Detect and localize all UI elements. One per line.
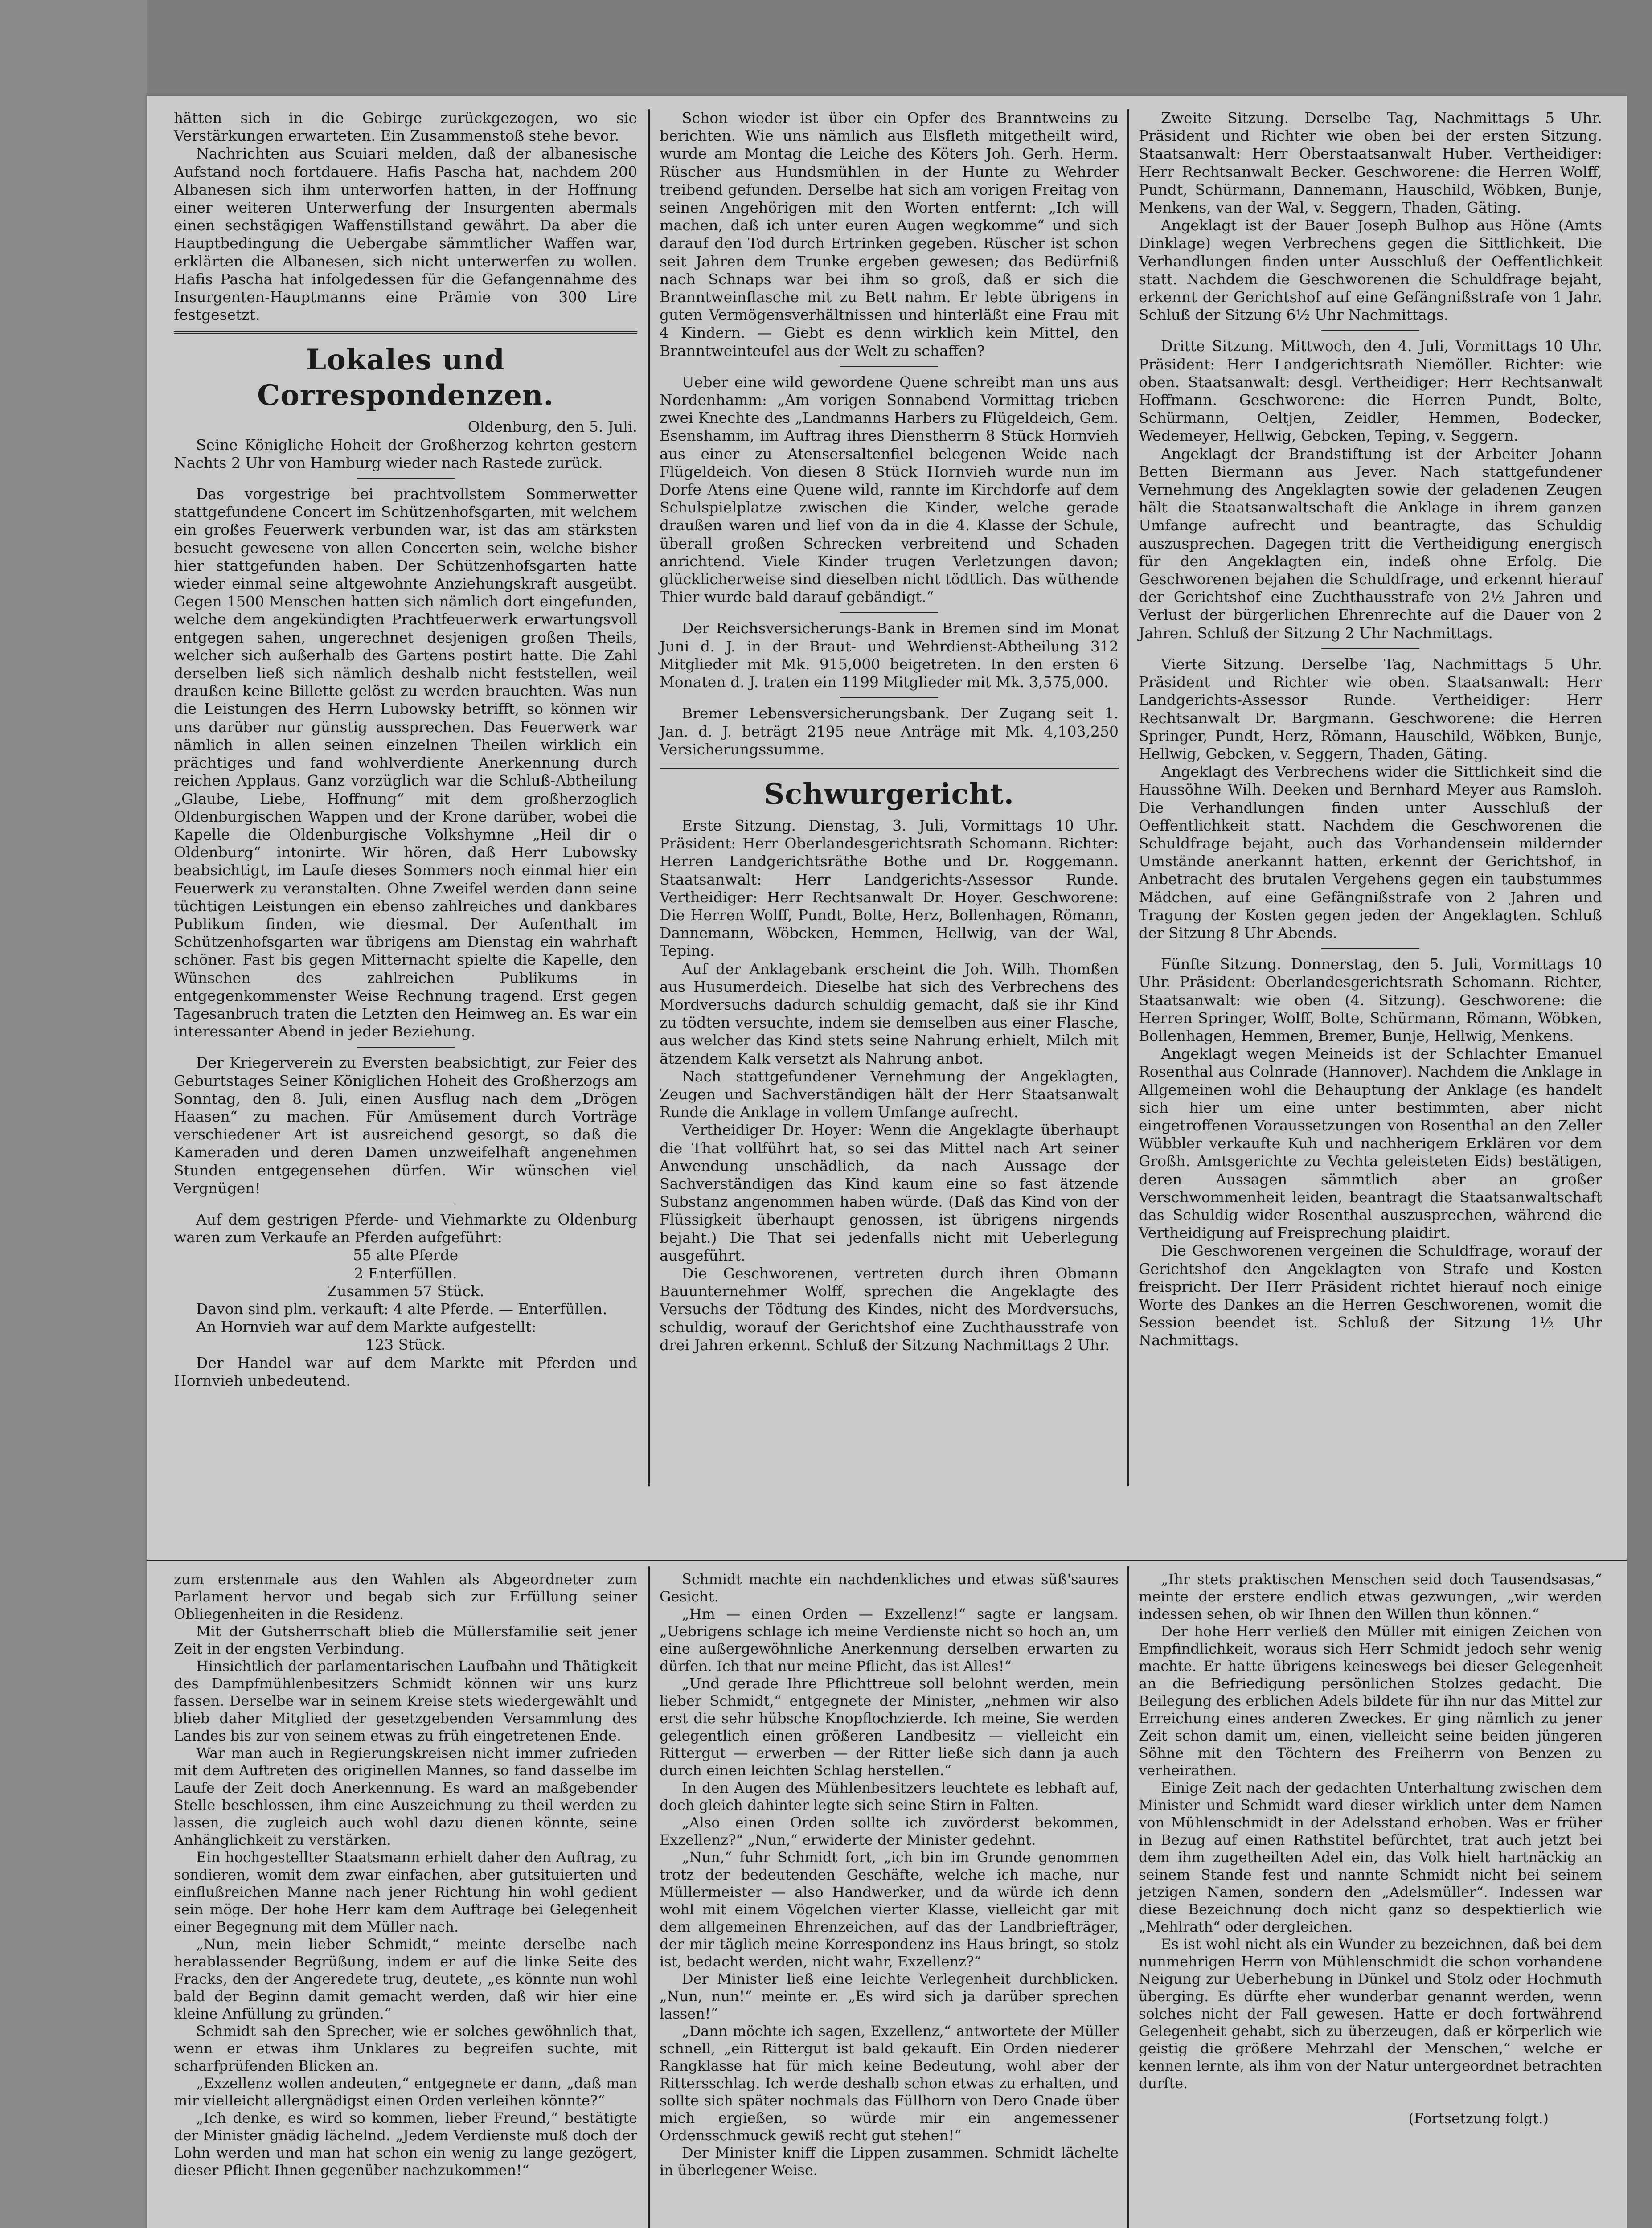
- story-paragraph: Schmidt sah den Sprecher, wie er solches gewöhnlich that, wenn er etwas ihm Unklares zu begreifen suchte, mit scharfprüfenden Blicken an.: [174, 2023, 637, 2074]
- court-session-3-case: Angeklagt der Brandstiftung ist der Arbeiter Johann Betten Biermann aus Jever. Nach stattgefundener Vernehmung des Angeklagten sowie der geladenen Zeugen hält die Staatsanwaltschaft die Anklage in ihrem ganzen Umfange aufrecht und beantragte, das Schuldig auszusprechen. Dagegen tritt die Vertheidigung energisch für den Angeklagten ein, indeß ohne Erfolg. Die Geschworenen bejahen die Schuldfrage, und erkennt hierauf der Gerichtshof eine Zuchthausstrafe von 2½ Jahren und Verlust der bürgerlichen Ehrenrechte auf die Dauer von 2 Jahren. Schluß der Sitzung 2 Uhr Nachmittags.: [1139, 445, 1602, 642]
- story-paragraph: Der Minister kniff die Lippen zusammen. Schmidt lächelte in überlegener Weise.: [660, 2144, 1119, 2179]
- column-rule-lower-2: [1127, 1566, 1129, 2228]
- story-paragraph: War man auch in Regierungskreisen nicht immer zufrieden mit dem Auftreten des originellen Mannes, so fand dasselbe im Laufe der Zeit doch Anerkennung. Es ward an maßgebender Stelle beschlossen, ihm eine Auszeichnung zu theil werden zu lassen, die zugleich auch wohl dazu dienen könnte, seine Anhänglichkeit zu verstärken.: [174, 1745, 637, 1848]
- upper-column-1: [174, 109, 637, 1390]
- court-session-1-defence: Vertheidiger Dr. Hoyer: Wenn die Angeklagte überhaupt die That vollführt hat, so sei das Mittel nach Art seiner Anwendung unschädlich, da nach Aussage der Sachverständigen das Kind kaum eine so fast ätzende Substanz angenommen haben würde. (Daß das Kind von der Flüssigkeit überhaupt genossen, ist übrigens nirgends bejaht.) Die That sei jedenfalls nicht mit Ueberlegung ausgeführt.: [660, 1121, 1119, 1264]
- story-paragraph: „Exzellenz wollen andeuten,“ entgegnete er dann, „daß man mir vielleicht allergnädigst einen Orden verleihen könnte?“: [174, 2075, 637, 2109]
- story-paragraph: Hinsichtlich der parlamentarischen Laufbahn und Thätigkeit des Dampfmühlenbesitzers Schmidt können wir uns kurz fassen. Derselbe war in seinem Kreise stets wiedergewählt und blieb daher Mitglied der gesetzgebenden Versammlung des Landes bis zur von seinem etwas zu früh eingetretenen Ende.: [174, 1658, 637, 1744]
- market-line: 2 Enterfüllen.: [354, 1264, 457, 1282]
- story-paragraph: In den Augen des Mühlenbesitzers leuchtete es lebhaft auf, doch gleich dahinter legte sich seine Stirn in Falten.: [660, 1779, 1119, 1814]
- double-rule: [174, 331, 637, 334]
- story-paragraph: „Hm — einen Orden — Exzellenz!“ sagte er langsam. „Uebrigens schlage ich meine Verdienste nicht so hoch an, um eine außergewöhnliche Anerkennung derselben erwarten zu dürfen. Ich that nur meine Pflicht, das ist Alles!“: [660, 1605, 1119, 1675]
- story-paragraph: Der hohe Herr verließ den Müller mit einigen Zeichen von Empfindlichkeit, woraus sich Herr Schmidt jedoch sehr wenig machte. Er hatte übrigens keineswegs bei dieser Gelegenheit an die Befriedigung persönlichen Stolzes gedacht. Die Beilegung des erblichen Adels bildete für ihn nur das Mittel zur Erreichung eines anderen Zweckes. Er ging nämlich zu jener Zeit schon damit um, einen, vielleicht seine beiden jüngeren Söhne mit den Töchtern des Freiherrn von Benzen zu verheirathen.: [1139, 1623, 1602, 1779]
- court-session-5: Fünfte Sitzung. Donnerstag, den 5. Juli, Vormittags 10 Uhr. Präsident: Oberlandesgerichtsrath Schomann. Richter, Staatsanwalt: wie oben (4. Sitzung). Geschworene: die Herren Springer, Wolff, Bolte, Schürmann, Römann, Wöbken, Bollenhagen, Hemmen, Bremer, Bunje, Hellwig, Menkens.: [1139, 955, 1602, 1044]
- lower-column-3: [1139, 1571, 1602, 2127]
- story-paragraph: Mit der Gutsherrschaft blieb die Müllersfamilie seit jener Zeit in der engsten Verbindung.: [174, 1623, 637, 1657]
- article-grand-duke: Seine Königliche Hoheit der Großherzog kehrten gestern Nachts 2 Uhr von Hamburg wieder nach Rastede zurück.: [174, 436, 637, 471]
- story-paragraph: Schmidt machte ein nachdenkliches und etwas süß'saures Gesicht.: [660, 1571, 1119, 1605]
- article-horse-market: Auf dem gestrigen Pferde- und Viehmarkte zu Oldenburg waren zum Verkaufe an Pferden aufgeführt:: [174, 1210, 637, 1246]
- story-paragraph: Einige Zeit nach der gedachten Unterhaltung zwischen dem Minister und Schmidt ward dieser wirklich unter dem Namen von Mühlenschmidt in der Adelsstand erhoben. Was er früher in Bezug auf einen Rathstitel befürchtet, trat auch jetzt bei dem ihm zugetheilten Adel ein, das Volk hielt hartnäckig an seinem Stande fest und nannte Schmidt nicht bei seinem jetzigen Namen, sondern den „Adelsmüller“. Indessen war diese Bezeichnung doch nicht ganz so despektierlich wie „Mehlrath“ oder dergleichen.: [1139, 1779, 1602, 1935]
- section-heading-court: Schwurgericht.: [764, 777, 1014, 811]
- market-total: Zusammen 57 Stück.: [327, 1282, 484, 1300]
- story-paragraph: zum erstenmale aus den Wahlen als Abgeordneter zum Parlament hervor und begab sich zur Erfüllung seiner Obliegenheiten in die Residenz.: [174, 1571, 637, 1622]
- market-sold: Davon sind plm. verkauft: 4 alte Pferde. — Enterfüllen.: [196, 1300, 607, 1318]
- dateline: Oldenburg, den 5. Juli.: [467, 418, 637, 436]
- short-rule: [840, 697, 938, 698]
- market-line: 55 alte Pferde: [353, 1246, 459, 1264]
- court-session-2: Zweite Sitzung. Derselbe Tag, Nachmittags 5 Uhr. Präsident und Richter wie oben bei der ersten Sitzung. Staatsanwalt: Herr Oberstaatsanwalt Huber. Vertheidiger: Herr Rechtsanwalt Becker. Geschworene: die Herren Wolff, Pundt, Schürmann, Dannemann, Hauschild, Wöbken, Bunje, Menkens, van der Wal, v. Seggern, Thaden, Gäting.: [1139, 109, 1602, 217]
- article-insurance-bank: Der Reichsversicherungs-Bank in Bremen sind im Monat Juni d. J. in der Braut- und Wehrdienst-Abtheilung 312 Mitglieder mit Mk. 915,000 beigetreten. In den ersten 6 Monaten d. J. traten ein 1199 Mitglieder mit Mk. 3,575,000.: [660, 619, 1119, 691]
- double-rule: [660, 766, 1119, 769]
- newspaper-page: [147, 96, 1627, 2228]
- section-divider: [147, 1560, 1627, 1561]
- short-rule: [357, 1047, 455, 1048]
- short-rule: [1321, 330, 1419, 331]
- court-session-1-hearing: Nach stattgefundener Vernehmung der Angeklagten, Zeugen und Sachverständigen hält der Herr Staatsanwalt Runde die Anklage in vollem Umfange aufrecht.: [660, 1067, 1119, 1121]
- short-rule: [840, 612, 938, 613]
- court-session-4: Vierte Sitzung. Derselbe Tag, Nachmittags 5 Uhr. Präsident und Richter wie oben. Staatsanwalt: Herr Landgerichts-Assessor Runde. Vertheidiger: Herr Rechtsanwalt Dr. Bargmann. Geschworene: die Herren Springer, Pundt, Herz, Römann, Hauschild, Wöbken, Bunje, Hellwig, Gebcken, v. Seggern, Thaden, Gäting.: [1139, 655, 1602, 762]
- story-paragraph: „Ich denke, es wird so kommen, lieber Freund,“ bestätigte der Minister gnädig lächelnd. „Jedem Verdienste muß doch der Lohn werden und man hat schon ein wenig zu lange gezögert, dieser Pflicht Ihnen gegenüber nachzukommen!“: [174, 2109, 637, 2179]
- article-brandy-victim: Schon wieder ist über ein Opfer des Branntweins zu berichten. Wie uns nämlich aus Elsfleth mitgetheilt wird, wurde am Montag die Leiche des Köters Joh. Gerh. Herm. Rüscher aus Hundsmühlen in der Hunte zu Wehrder treibend gefunden. Derselbe hat sich am vorigen Freitag von seinen Angehörigen mit den Worten entfernt: „Ich will machen, daß ich unter euren Augen wegkomme“ und sich darauf den Tod durch Ertrinken gegeben. Rüscher ist schon seit Jahren dem Trunke ergeben gewesen; das Bedürfniß nach Schnaps war bei ihm so groß, daß er sich die Branntweinflasche mit zu Bett nahm. Er lebte übrigens in guten Vermögensverhältnissen und hinterläßt eine Frau mit 4 Kindern. — Giebt es denn wirklich kein Mittel, den Branntweinteufel aus der Welt zu schaffen?: [660, 109, 1119, 360]
- short-rule: [1321, 948, 1419, 949]
- short-rule: [1321, 648, 1419, 649]
- court-session-2-case: Angeklagt ist der Bauer Joseph Bulhop aus Höne (Amts Dinklage) wegen Verbrechens gegen die Sittlichkeit. Die Verhandlungen finden unter Ausschluß der Oeffentlichkeit statt. Nachdem die Geschworenen die Schuldfrage bejaht, erkennt der Gerichtshof auf eine Gefängnißstrafe von 1 Jahr. Schluß der Sitzung 6½ Uhr Nachmittags.: [1139, 217, 1602, 324]
- court-session-5-case: Angeklagt wegen Meineids ist der Schlachter Emanuel Rosenthal aus Colnrade (Hannover). Nachdem die Anklage in Allgemeinen wohl die Behauptung der Anklage (es handelt sich hier um eine unter bestimmten, aber nicht eingetroffenen Voraussetzungen von Rosenthal an den Zeller Wübbler verkaufte Kuh und nachherigem Erklären vor dem Großh. Amtsgerichte zu Vechta geleisteten Eids) bestätigen, deren Aussagen sämmtlich aber an großer Verschwommenheit leiden, beantragt die Staatsanwaltschaft das Schuldig wider Rosenthal auszusprechen, während die Vertheidigung auf Freisprechung plaidirt.: [1139, 1045, 1602, 1242]
- market-line: 123 Stück.: [365, 1336, 446, 1354]
- column-rule-upper-2: [1127, 109, 1129, 1486]
- to-be-continued: (Fortsetzung folgt.): [1408, 2110, 1549, 2127]
- story-paragraph: Der Minister ließ eine leichte Verlegenheit durchblicken. „Nun, nun!“ meinte er. „Es wird sich ja darüber sprechen lassen!“: [660, 1970, 1119, 2022]
- article-kriegerverein: Der Kriegerverein zu Eversten beabsichtigt, zur Feier des Geburtstages Seiner Königlichen Hoheit des Großherzogs am Sonntag, den 8. Juli, einen Ausflug nach dem „Drögen Haasen“ zu machen. Für Amüsement durch Vorträge verschiedener Art ist ausreichend gesorgt, so daß die Kameraden und deren Damen unzweifelhaft angenehmen Stunden entgegensehen dürfen. Wir wünschen viel Vergnügen!: [174, 1054, 637, 1197]
- story-paragraph: „Dann möchte ich sagen, Exzellenz,“ antwortete der Müller schnell, „ein Rittergut ist bald gekauft. Ein Orden niederer Rangklasse hat für mich keine Bedeutung, wohl aber der Rittersschlag. Ich werde deshalb schon etwas zu erhalten, und sollte sich später nochmals das Füllhorn von Dero Gnade über mich ergießen, so würde mir ein angemessener Ordensschmuck gewiß recht gut stehen!“: [660, 2023, 1119, 2144]
- story-paragraph: „Nun, mein lieber Schmidt,“ meinte derselbe nach herablassender Begrüßung, indem er auf die linke Seite des Fracks, den der Angeredete trug, deutete, „es könnte nun wohl bald der Beginn damit gemacht werden, daß wir hier eine kleine Anfüllung zu gründen.“: [174, 1936, 637, 2022]
- court-session-1-accused: Auf der Anklagebank erscheint die Joh. Wilh. Thomßen aus Husumerdeich. Dieselbe hat sich des Verbrechens des Mordversuchs dadurch schuldig gemacht, daß sie ihr Kind zu tödten versuchte, indem sie demselben aus einer Flasche, aus welcher das Kind stets seine Nahrung erhielt, Milch mit ätzendem Kalk versetzt als Nahrung anbot.: [660, 960, 1119, 1067]
- article-wild-cow: Ueber eine wild gewordene Quene schreibt man uns aus Nordenhamm: „Am vorigen Sonnabend Vormittag trieben zwei Knechte des „Landmanns Harbers zu Flügeldeich, Gem. Esenshamm, im Auftrag ihres Dienstherrn 8 Stück Hornvieh aus einer zu Atensersaltenfiel belegenen Weide nach Flügeldeich. Von diesen 8 Stück Hornvieh wurde nun im Dorfe Atens eine Quene wild, rannte im Kirchdorfe auf dem Schulspielplatze zwischen die Kinder, welche gerade draußen waren und lief von da in die 4. Klasse der Schule, überall großen Schrecken verbreitend und Schaden anrichtend. Viele Kinder trugen Verletzungen davon; glücklicherweise sind dieselben nicht tödtlich. Das wüthende Thier wurde bald darauf gebändigt.“: [660, 373, 1119, 606]
- story-paragraph: „Nun,“ fuhr Schmidt fort, „ich bin im Grunde genommen trotz der bedeutenden Geschäfte, welche ich mache, nur Müllermeister — also Handwerker, und da würde ich denn wohl mit einem Vögelchen vierter Klasse, vielleicht gar mit dem allgemeinen Ehrenzeichen, auf das der Landbriefträger, der mir täglich meine Korrespondenz ins Haus bringt, so stolz ist, bedacht werden, nicht wahr, Exzellenz?“: [660, 1849, 1119, 1970]
- story-paragraph: „Ihr stets praktischen Menschen seid doch Tausendsasas,“ meinte der erstere endlich etwas gezwungen, „wir werden indessen sehen, ob wir Ihnen den Willen thun können.“: [1139, 1571, 1602, 1622]
- column-rule-upper-1: [648, 109, 650, 1486]
- short-rule: [840, 366, 938, 367]
- court-session-4-case: Angeklagt des Verbrechens wider die Sittlichkeit sind die Haussöhne Wilh. Deeken und Bernhard Meyer aus Ramsloh. Die Verhandlungen finden unter Ausschluß der Oeffentlichkeit statt. Nachdem die Geschworenen die Schuldfrage bejaht, auch das Vorhandensein mildernder Umstände anerkannt hatten, erkennt der Gerichtshof, in Anbetracht des brutalen Vergehens gegen ein taubstummes Mädchen, auf eine Gefängnißstrafe von 2 Jahren und Tragung der Kosten gegen jeden der Angeklagten. Schluß der Sitzung 8 Uhr Abends.: [1139, 763, 1602, 942]
- court-session-5-verdict: Die Geschworenen vergeinen die Schuldfrage, worauf der Gerichtshof den Angeklagten von Strafe und Kosten freispricht. Der Herr Präsident richtet hierauf noch einige Worte des Dankes an die Herren Geschworenen, womit die Session beendet ist. Schluß der Sitzung 1½ Uhr Nachmittags.: [1139, 1242, 1602, 1349]
- upper-column-2: [660, 109, 1119, 1354]
- short-rule: [357, 478, 455, 479]
- lower-column-1: [174, 1571, 637, 2179]
- market-trade: Der Handel war auf dem Markte mit Pferden und Hornvieh unbedeutend.: [174, 1354, 637, 1389]
- article-albanian-uprising: Nachrichten aus Scuiari melden, daß der albanesische Aufstand noch fortdauere. Hafis Pascha hat, nachdem 200 Albanesen sich ihm unterworfen hatten, in der Hoffnung einer weiteren Unterwerfung der Insurgenten abermals einen sechstägigen Waffenstillstand gewährt. Da aber die Hauptbedingung die Uebergabe sämmtlicher Waffen war, erklärten die Albanesen, sich nicht unterwerfen zu wollen. Hafis Pascha hat infolgedessen für die Gefangennahme des Insurgenten-Hauptmanns eine Prämie von 300 Lire festgesetzt.: [174, 145, 637, 324]
- court-session-3: Dritte Sitzung. Mittwoch, den 4. Juli, Vormittags 10 Uhr. Präsident: Herr Landgerichtsrath Niemöller. Richter: wie oben. Staatsanwalt: desgl. Vertheidiger: Herr Rechtsanwalt Hoffmann. Geschworene: die Herren Pundt, Bolte, Schürmann, Oeltjen, Zeidler, Hemmen, Bodecker, Wedemeyer, Hellwig, Gebcken, Teping, v. Seggern.: [1139, 337, 1602, 445]
- article-albania-end: hätten sich in die Gebirge zurückgezogen, wo sie Verstärkungen erwarteten. Ein Zusammenstoß stehe bevor.: [174, 109, 637, 145]
- upper-column-3: [1139, 109, 1602, 1350]
- court-session-1: Erste Sitzung. Dienstag, 3. Juli, Vormittags 10 Uhr. Präsident: Herr Oberlandesgerichtsrath Schomann. Richter: Herren Landgerichtsräthe Bothe und Dr. Roggemann. Staatsanwalt: Herr Landgerichts-Assessor Runde. Vertheidiger: Herr Rechtsanwalt Dr. Hoyer. Geschworene: Die Herren Wolff, Pundt, Bolte, Herz, Bollenhagen, Römann, Dannemann, Wöbcken, Hemmen, Hellwig, van der Wal, Teping.: [660, 816, 1119, 960]
- story-paragraph: Ein hochgestellter Staatsmann erhielt daher den Auftrag, zu sondieren, womit dem zwar einfachen, aber gutsituierten und einflußreichen Manne nach jener Richtung hin wohl gedient sein möge. Der hohe Herr kam dem Auftrage bei Gelegenheit einer Begegnung mit dem Müller nach.: [174, 1849, 637, 1935]
- story-paragraph: „Und gerade Ihre Pflichttreue soll belohnt werden, mein lieber Schmidt,“ entgegnete der Minister, „nehmen wir also erst die sehr hübsche Knopflochzierde. Ich meine, Sie werden gelegentlich einen größeren Landbesitz — vielleicht ein Rittergut — erwerben — der Ritter ließe sich dann ja auch durch einen leichten Schlag herstellen.“: [660, 1675, 1119, 1779]
- column-rule-lower-1: [648, 1566, 650, 2228]
- article-concert: Das vorgestrige bei prachtvollstem Sommerwetter stattgefundene Concert im Schützenhofsgarten, mit welchem ein großes Feuerwerk verbunden war, ist das am stärksten besucht gewesene von allen Concerten sein, welche bisher hier stattgefunden haben. Der Schützenhofsgarten hatte wieder einmal seine altgewohnte Anziehungskraft ausgeübt. Gegen 1500 Menschen hatten sich nämlich dort eingefunden, welche dem angekündigten Prachtfeuerwerk erwartungsvoll entgegen sahen, ungerechnet desjenigen großen Theils, welcher sich außerhalb des Gartens postirt hatte. Die Zahl derselben ließ sich nämlich deshalb nicht feststellen, weil draußen keine Billette gelöst zu werden brauchten. Was nun die Leistungen des Herrn Lubowsky betrifft, so können wir uns darüber nur günstig aussprechen. Das Feuerwerk war nämlich in allen seinen einzelnen Theilen wirklich ein prächtiges und fand wohlverdiente Anerkennung durch reichen Applaus. Ganz vorzüglich war die Schluß-Abtheilung „Glaube, Liebe, Hoffnung“ mit dem großherzoglich Oldenburgischen Wappen und der Krone darüber, wobei die Kapelle die Oldenburgische Volkshymne „Heil dir o Oldenburg“ intonirte. Wir hören, daß Herr Lubowsky beabsichtigt, im Laufe dieses Sommers noch einmal hier ein Feuerwerk zu veranstalten. Ohne Zweifel werden dann seine tüchtigen Leistungen ein ebenso zahlreiches und dankbares Publikum finden, wie diesmal. Der Aufenthalt im Schützenhofsgarten war übrigens am Dienstag ein wahrhaft schöner. Fast bis gegen Mitternacht spielte die Kapelle, den Wünschen des zahlreichen Publikums in entgegenkommenster Weise Rechnung tragend. Erst gegen Tagesanbruch traten die Letzten den Heimweg an. Es war ein interessanter Abend in jeder Beziehung.: [174, 485, 637, 1040]
- court-session-1-verdict: Die Geschworenen, vertreten durch ihren Obmann Bauunternehmer Wolff, sprechen die Angeklagte des Versuchs der Tödtung des Kindes, nicht des Mordversuchs, schuldig, worauf der Gerichtshof eine Zuchthausstrafe von drei Jahren erkennt. Schluß der Sitzung Nachmittags 2 Uhr.: [660, 1264, 1119, 1354]
- lower-column-2: [660, 1571, 1119, 2179]
- section-heading-local: Lokales und Correspondenzen.: [257, 343, 554, 413]
- article-bremen-insurance: Bremer Lebensversicherungsbank. Der Zugang seit 1. Jan. d. J. beträgt 2195 neue Anträge mit Mk. 4,103,250 Versicherungssumme.: [660, 704, 1119, 758]
- scan-margin: [0, 0, 147, 2228]
- story-paragraph: „Also einen Orden sollte ich zuvörderst bekommen, Exzellenz?“ „Nun,“ erwiderte der Minister gedehnt.: [660, 1814, 1119, 1848]
- story-paragraph: Es ist wohl nicht als ein Wunder zu bezeichnen, daß bei dem nunmehrigen Herrn von Mühlenschmidt die schon vorhandene Neigung zur Ueberhebung in Dünkel und Stolz oder Hochmuth überging. Es dürfte eher wunderbar genannt werden, wenn solches nicht der Fall gewesen. Hatte er doch fortwährend Gelegenheit gehabt, sich zu überzeugen, daß er körperlich wie geistig die größere Mehrzahl der Menschen,“ welche er kennen lernte, als ihm von der Natur untergeordnet betrachten durfte.: [1139, 1936, 1602, 2092]
- market-cattle: An Hornvieh war auf dem Markte aufgestellt:: [196, 1318, 537, 1336]
